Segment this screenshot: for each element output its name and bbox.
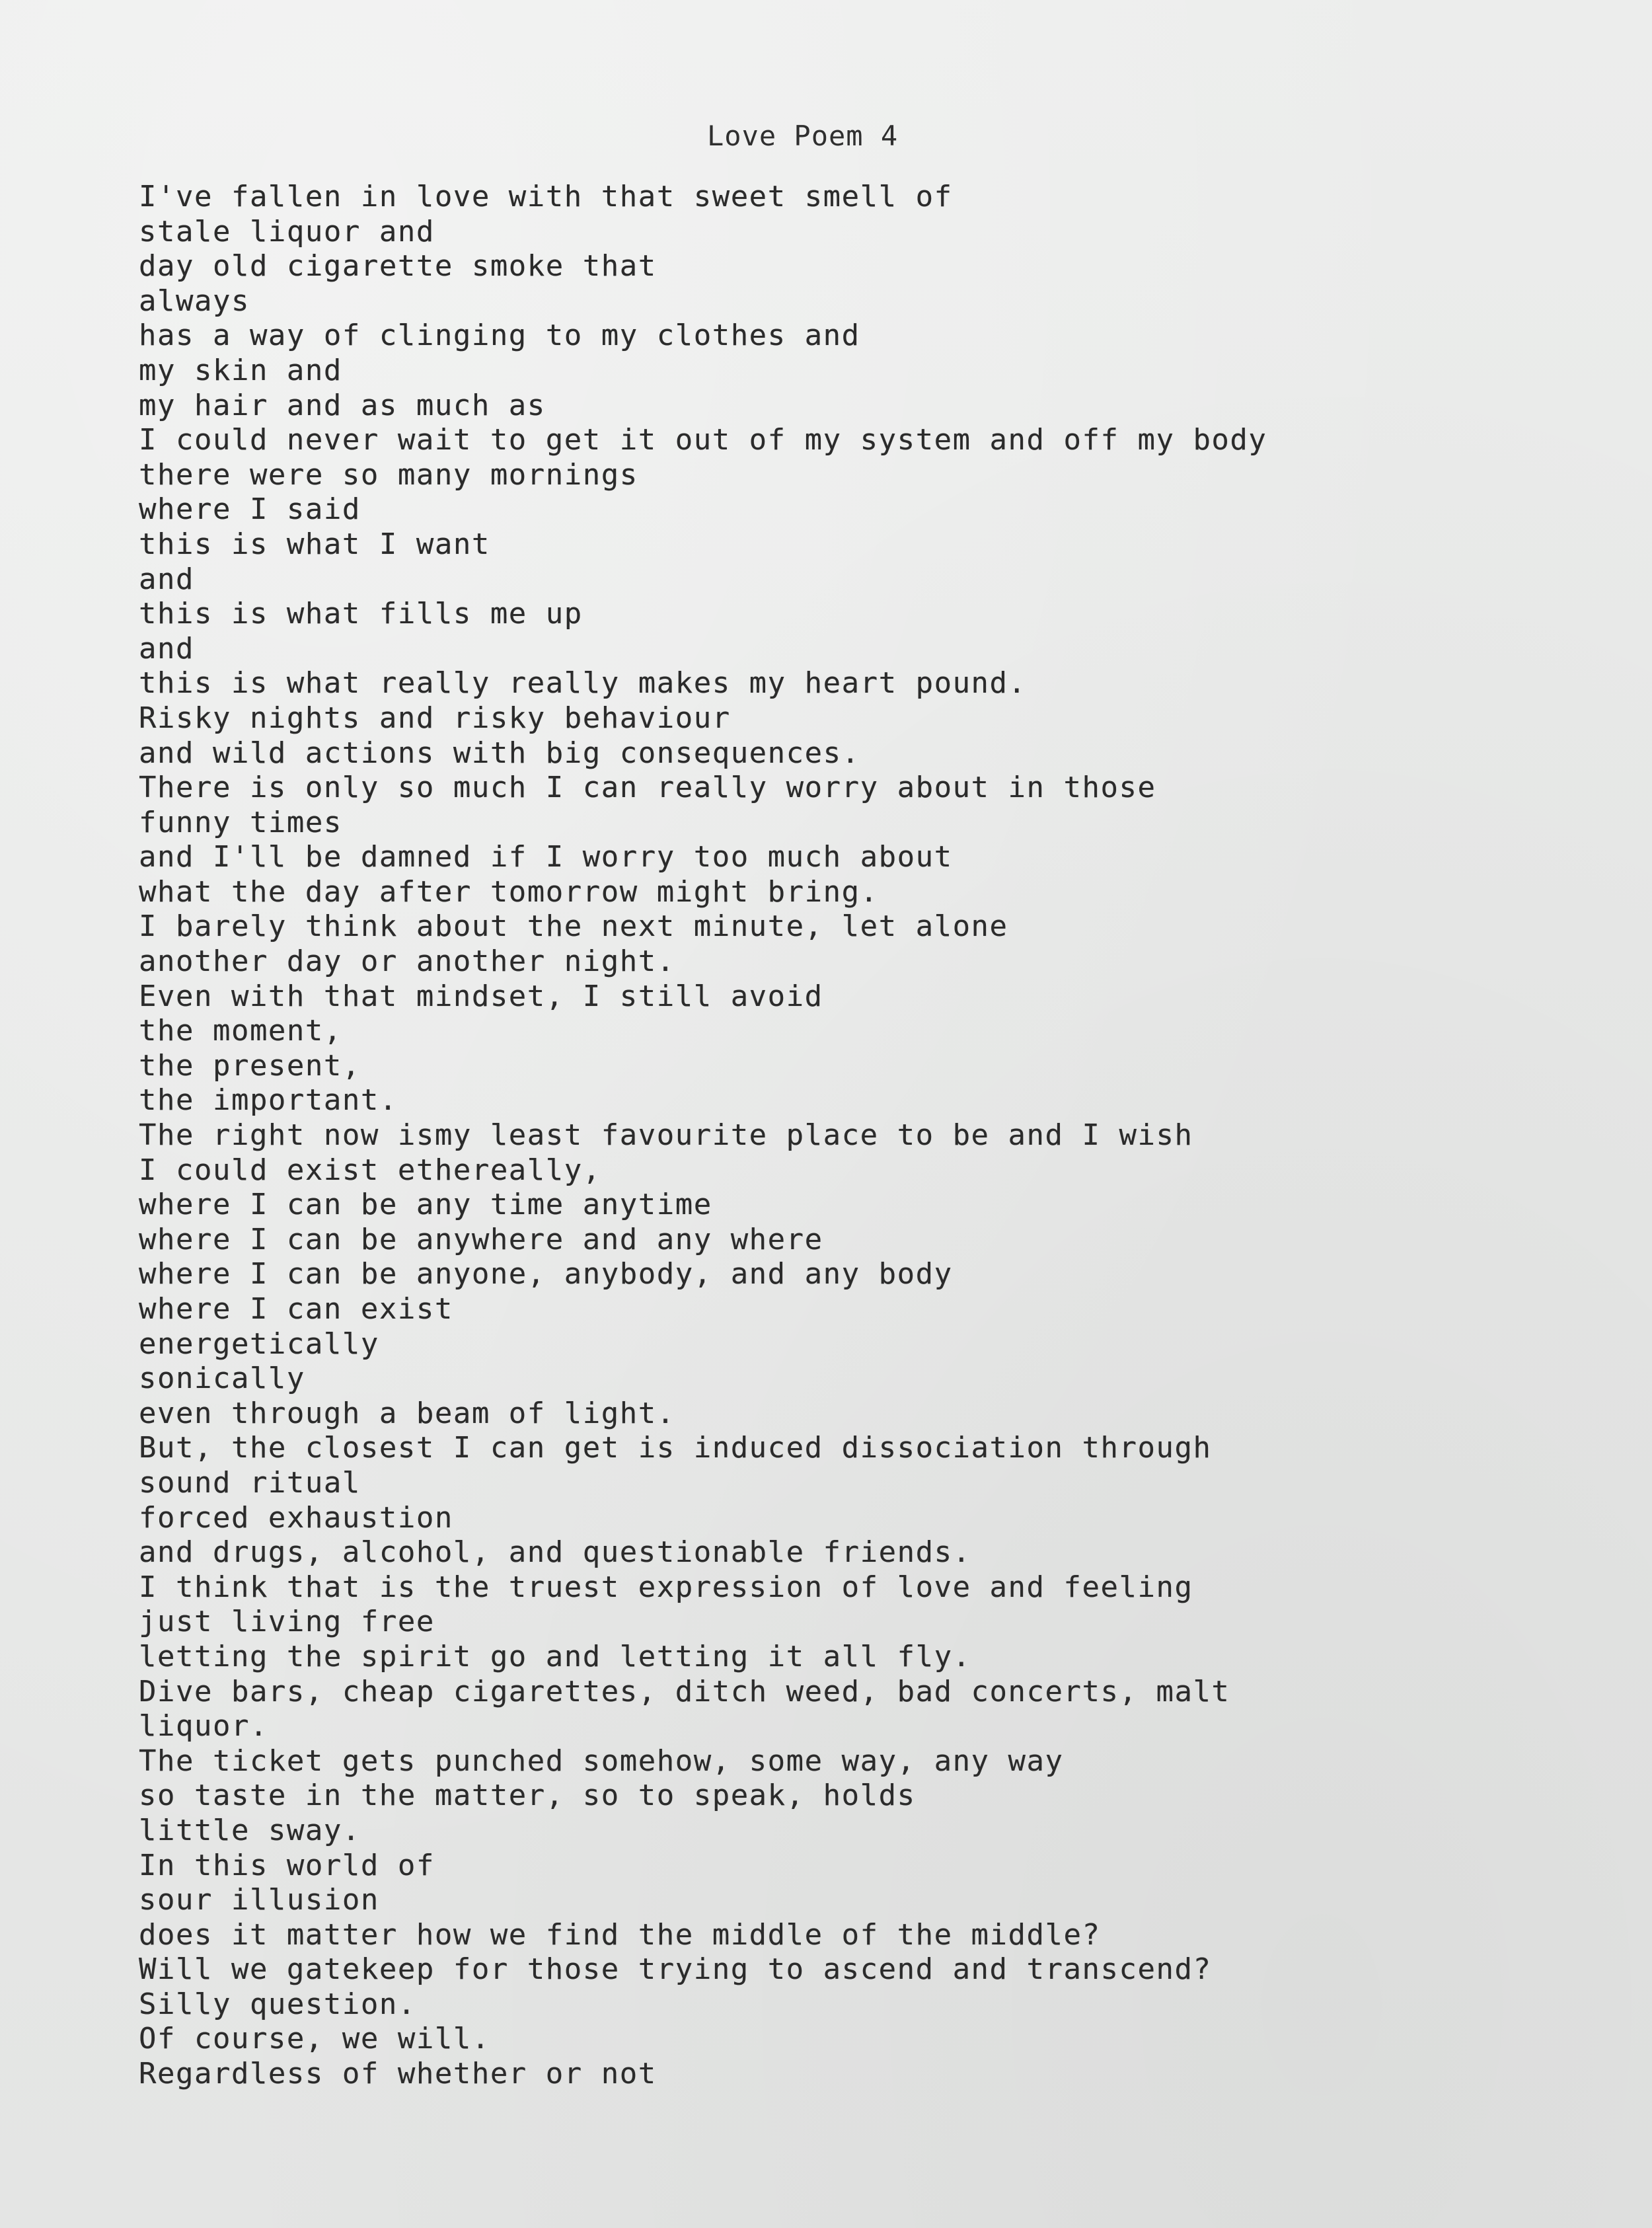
poem-line: and	[139, 562, 194, 596]
poem-line: I think that is the truest expression of love and feeling	[139, 1570, 1193, 1604]
poem-line: Regardless of whether or not	[139, 2057, 657, 2091]
poem-line: Of course, we will.	[139, 2022, 490, 2056]
poem-line: where I can be any time anytime	[139, 1188, 712, 1222]
poem-line: the important.	[139, 1083, 398, 1118]
poem-title: Love Poem 4	[707, 120, 899, 152]
poem-line: energetically	[139, 1326, 379, 1361]
poem-line: letting the spirit go and letting it all fly.	[139, 1639, 971, 1673]
poem-line: Dive bars, cheap cigarettes, ditch weed, bad concerts, malt	[139, 1674, 1230, 1709]
poem-line: sour illusion	[139, 1883, 379, 1917]
poem-line: and I'll be damned if I worry too much about	[139, 840, 953, 874]
poem-line: There is only so much I can really worry about in those	[139, 771, 1156, 805]
poem-line: so taste in the matter, so to speak, holds	[139, 1779, 916, 1813]
poem-line: I could exist ethereally,	[139, 1153, 601, 1187]
poem-line: where I can be anywhere and any where	[139, 1222, 823, 1256]
poem-line: what the day after tomorrow might bring.	[139, 874, 879, 909]
poem-line: The ticket gets punched somehow, some way, any way	[139, 1744, 1064, 1778]
poem-line: where I can exist	[139, 1292, 453, 1326]
poem-line: where I can be anyone, anybody, and any body	[139, 1257, 953, 1291]
poem-line: little sway.	[139, 1813, 361, 1847]
poem-line: has a way of clinging to my clothes and	[139, 319, 860, 353]
poem-line: liquor.	[139, 1709, 268, 1744]
poem-line: Risky nights and risky behaviour	[139, 701, 731, 735]
poem-line: In this world of	[139, 1848, 435, 1882]
poem-line: Silly question.	[139, 1987, 416, 2021]
poem-line: Even with that mindset, I still avoid	[139, 979, 823, 1013]
poem-line: just living free	[139, 1605, 435, 1639]
poem-line: funny times	[139, 805, 342, 839]
poem-line: this is what really really makes my heart pound.	[139, 666, 1027, 701]
poem-line: my skin and	[139, 353, 342, 387]
poem-line: sonically	[139, 1362, 305, 1396]
poem-line: and wild actions with big consequences.	[139, 736, 860, 770]
poem-line: where I said	[139, 492, 361, 527]
poem-line: I've fallen in love with that sweet smell of	[139, 180, 953, 213]
poem-line: forced exhaustion	[139, 1500, 453, 1535]
poem-line: there were so many mornings	[139, 457, 638, 492]
poem-line: even through a beam of light.	[139, 1396, 675, 1430]
poem-line: and	[139, 631, 194, 666]
poem-line: sound ritual	[139, 1465, 361, 1500]
poem-line: does it matter how we find the middle of the middle?	[139, 1917, 1101, 1952]
poem-line: I barely think about the next minute, let alone	[139, 909, 1008, 944]
poem-line: The right now ismy least favourite place to be and I wish	[139, 1118, 1193, 1153]
poem-line: I could never wait to get it out of my system and off my body	[139, 423, 1267, 457]
poem-line: always	[139, 284, 250, 318]
poem-line: the present,	[139, 1048, 361, 1083]
poem-line: another day or another night.	[139, 944, 675, 979]
poem-line: this is what I want	[139, 527, 490, 561]
poem-line: the moment,	[139, 1014, 342, 1048]
poem-line: this is what fills me up	[139, 597, 583, 631]
poem-line: But, the closest I can get is induced dissociation through	[139, 1431, 1212, 1465]
poem-line: my hair and as much as	[139, 388, 546, 422]
poem-line: Will we gatekeep for those trying to ascend and transcend?	[139, 1952, 1212, 1987]
poem-line: day old cigarette smoke that	[139, 249, 657, 284]
poem-line: and drugs, alcohol, and questionable friends.	[139, 1535, 971, 1570]
poem-line: stale liquor and	[139, 214, 435, 249]
poem-body	[139, 180, 1593, 2092]
